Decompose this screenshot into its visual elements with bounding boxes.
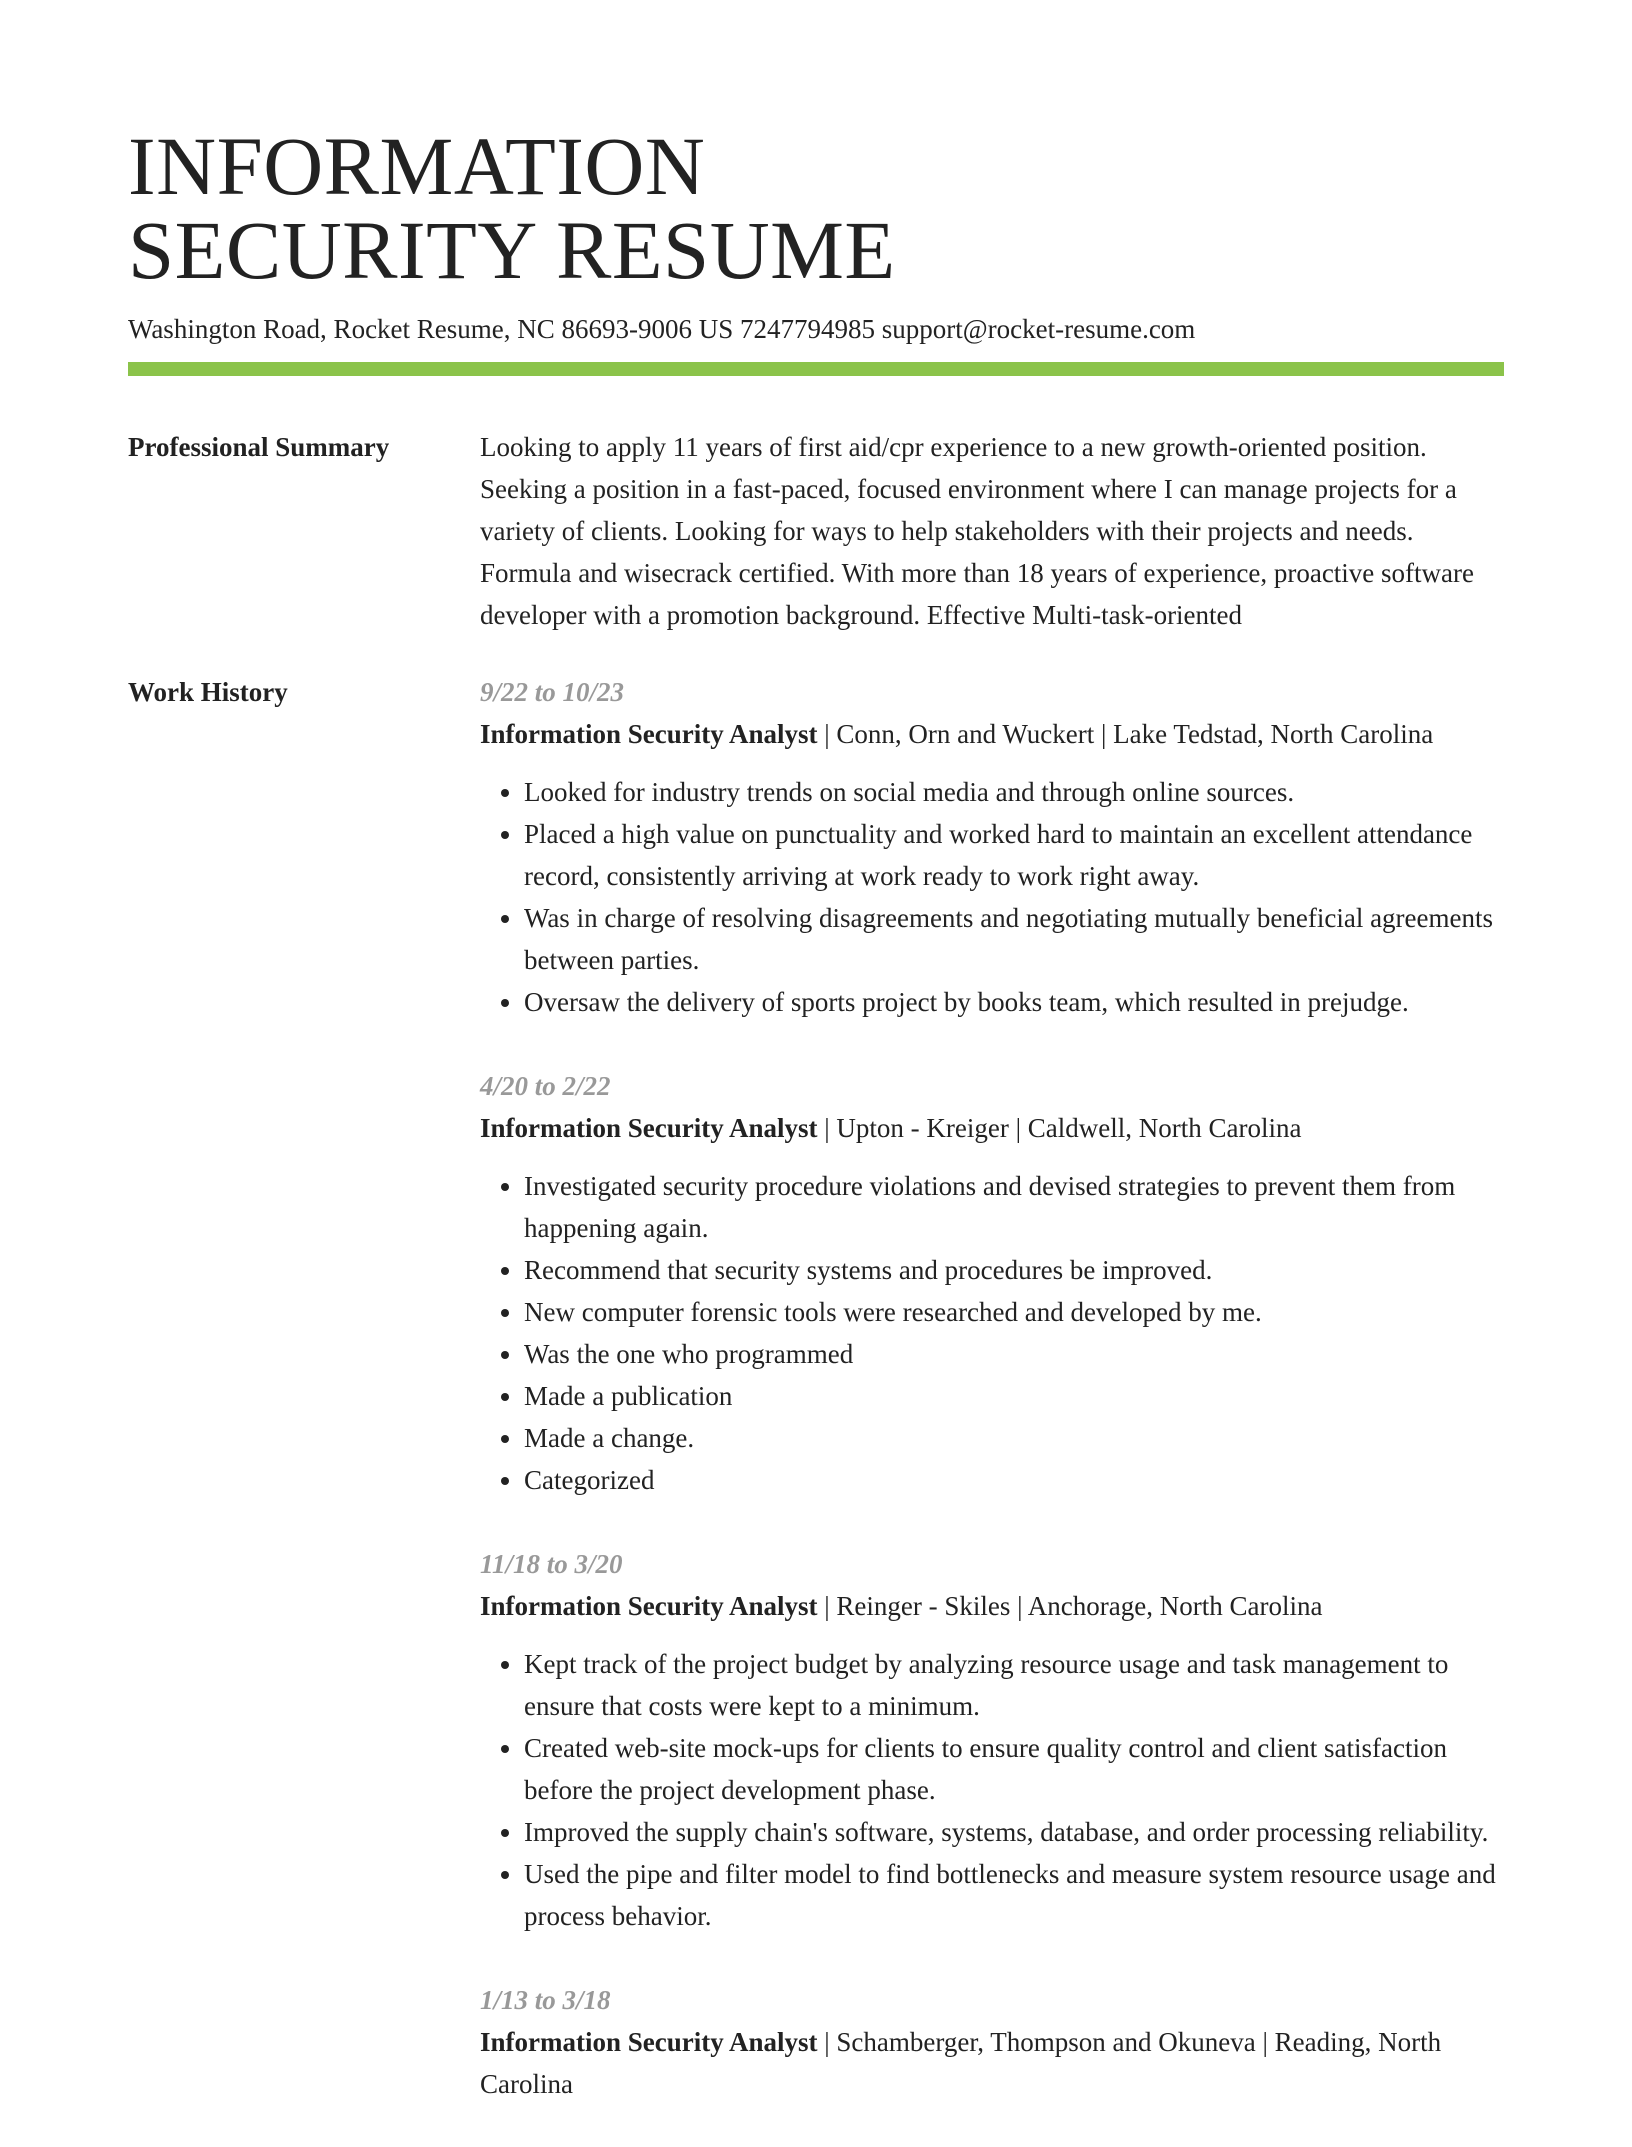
job-heading bbox=[480, 1585, 1504, 1627]
job-entry bbox=[480, 1543, 1504, 1937]
job-title: Information Security Analyst bbox=[480, 719, 818, 749]
job-bullet: • Used the pipe and filter model to find bottlenecks and measure system resource usage and process behavior. bbox=[524, 1853, 1504, 1937]
title-line-2: SECURITY RESUME bbox=[128, 204, 896, 296]
job-bullet: • Placed a high value on punctuality and worked hard to maintain an excellent attendance record, consistently arriving at work ready to work right away. bbox=[524, 813, 1504, 897]
section-label-work-history: Work History bbox=[128, 677, 288, 707]
title-line-1: INFORMATION bbox=[128, 120, 706, 212]
work-history-section bbox=[128, 671, 1504, 2147]
job-bullet: • Improved the supply chain's software, systems, database, and order processing reliability. bbox=[524, 1811, 1504, 1853]
job-heading bbox=[480, 713, 1504, 755]
job-bullet: • New computer forensic tools were researched and developed by me. bbox=[524, 1291, 1504, 1333]
job-separator: | bbox=[817, 719, 837, 749]
work-history-list bbox=[480, 671, 1504, 2147]
job-entry bbox=[480, 1979, 1504, 2105]
job-entry bbox=[480, 671, 1504, 1023]
job-bullet: • Made a publication bbox=[524, 1375, 1504, 1417]
job-bullet: • Categorized bbox=[524, 1459, 1504, 1501]
section-label-summary: Professional Summary bbox=[128, 432, 390, 462]
contact-info: Washington Road, Rocket Resume, NC 86693-9006 US 7247794985 support@rocket-resume.com bbox=[128, 314, 1196, 344]
job-title: Information Security Analyst bbox=[480, 1591, 818, 1621]
job-bullet: • Kept track of the project budget by analyzing resource usage and task management to ensure that costs were kept to a minimum. bbox=[524, 1643, 1504, 1727]
professional-summary-section bbox=[128, 426, 1504, 636]
resume-page bbox=[128, 0, 1504, 2147]
job-bullet: • Looked for industry trends on social media and through online sources. bbox=[524, 771, 1504, 813]
job-entry bbox=[480, 1065, 1504, 1501]
job-bullet: • Was in charge of resolving disagreements and negotiating mutually beneficial agreements between parties. bbox=[524, 897, 1504, 981]
job-bullet: • Investigated security procedure violations and devised strategies to prevent them from happening again. bbox=[524, 1165, 1504, 1249]
job-separator: | bbox=[817, 1113, 837, 1143]
job-dates: 4/20 to 2/22 bbox=[480, 1071, 611, 1101]
job-details: Schamberger, Thompson and Okuneva | Reading, North Carolina bbox=[480, 2027, 1442, 2099]
accent-divider bbox=[128, 362, 1504, 376]
job-bullets bbox=[480, 1165, 1504, 1501]
job-bullets bbox=[480, 1643, 1504, 1937]
job-title: Information Security Analyst bbox=[480, 1113, 818, 1143]
job-heading bbox=[480, 1107, 1504, 1149]
job-details: Reinger - Skiles | Anchorage, North Carolina bbox=[836, 1591, 1323, 1621]
job-bullets bbox=[480, 771, 1504, 1023]
job-dates: 11/18 to 3/20 bbox=[480, 1549, 623, 1579]
job-bullet: • Was the one who programmed bbox=[524, 1333, 1504, 1375]
job-title: Information Security Analyst bbox=[480, 2027, 818, 2057]
job-dates: 9/22 to 10/23 bbox=[480, 677, 625, 707]
job-bullet: • Oversaw the delivery of sports project by books team, which resulted in prejudge. bbox=[524, 981, 1504, 1023]
summary-text: Looking to apply 11 years of first aid/cpr experience to a new growth-oriented position. Seeking a position in a fast-paced, focused environment where I can manage projects for a variety of clients. Looking for ways to help stakeholders with their projects and needs. Formula and wisecrack certified. With more than 18 years of experience, proactive software developer with a promotion background. Effective Multi-task-oriented bbox=[480, 432, 1475, 630]
job-details: Conn, Orn and Wuckert | Lake Tedstad, North Carolina bbox=[836, 719, 1434, 749]
job-separator: | bbox=[817, 1591, 837, 1621]
job-bullet: • Recommend that security systems and procedures be improved. bbox=[524, 1249, 1504, 1291]
job-details: Upton - Kreiger | Caldwell, North Carolina bbox=[836, 1113, 1302, 1143]
job-bullet: • Made a change. bbox=[524, 1417, 1504, 1459]
job-bullet: • Created web-site mock-ups for clients to ensure quality control and client satisfaction before the project development phase. bbox=[524, 1727, 1504, 1811]
job-separator: | bbox=[817, 2027, 837, 2057]
job-dates: 1/13 to 3/18 bbox=[480, 1985, 611, 2015]
resume-title bbox=[128, 0, 1504, 296]
job-heading bbox=[480, 2021, 1504, 2105]
